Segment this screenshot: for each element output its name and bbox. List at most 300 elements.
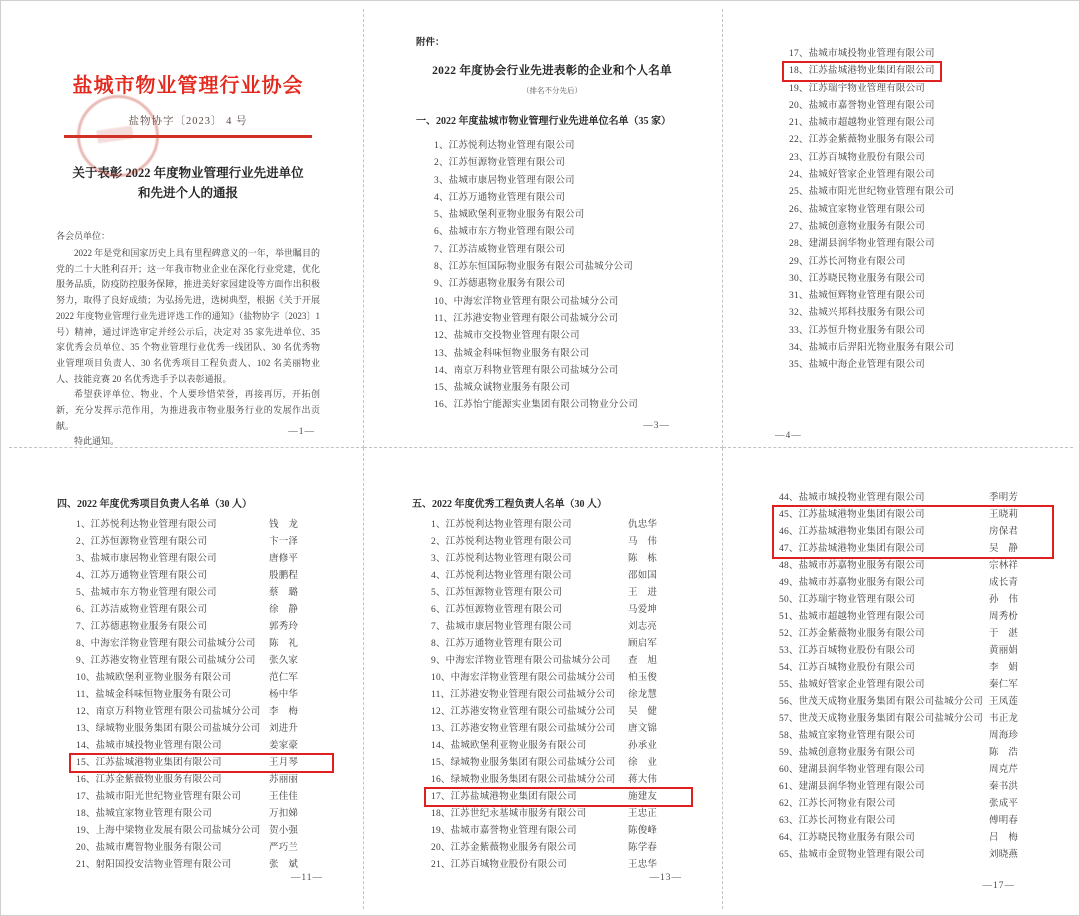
list-item [434, 397, 688, 414]
person-name: 王凤莲 [989, 697, 1019, 707]
company-name: 世茂天成物业服务集团有限公司盐城分公司 [798, 714, 983, 724]
list-item [431, 653, 686, 670]
item-number: 59、 [779, 748, 799, 758]
list-item [431, 534, 686, 551]
person-name: 吕 梅 [989, 833, 1019, 843]
person-name: 贺小强 [269, 826, 299, 836]
list-item [431, 755, 686, 772]
company-name: 江苏长河物业有限公司 [798, 816, 896, 826]
list-item [431, 551, 686, 568]
list-item [779, 490, 1047, 507]
company-name: 江苏长河物业有限公司 [798, 799, 896, 809]
company-name: 江苏恒升物业服务有限公司 [808, 325, 926, 336]
person-name: 殷鹏程 [269, 571, 299, 581]
list-item [789, 323, 925, 340]
list-item [431, 738, 686, 755]
company-name: 江苏万通物业管理有限公司 [448, 192, 566, 203]
company-name: 世茂天成物业服务集团有限公司盐城分公司 [798, 697, 983, 707]
person-name: 于 湛 [989, 629, 1019, 639]
company-name: 盐城欧堡利亚物业服务有限公司 [448, 210, 585, 221]
list-item [431, 619, 686, 636]
list-item [779, 813, 1047, 830]
company-name: 江苏盐城港物业集团有限公司 [450, 792, 577, 802]
item-number: 17、 [789, 49, 809, 59]
company-name: 江苏盐城港物业集团有限公司 [798, 510, 925, 520]
item-number: 50、 [779, 595, 799, 605]
company-name: 江苏德惠物业服务有限公司 [90, 622, 208, 632]
item-number: 62、 [779, 799, 799, 809]
item-number: 52、 [779, 629, 799, 639]
list-item [789, 340, 954, 357]
item-number: 5、 [431, 588, 446, 598]
list-item [431, 568, 686, 585]
company-name: 江苏洁威物业管理有限公司 [90, 605, 208, 615]
list-item [779, 660, 1047, 677]
list-item [434, 224, 688, 241]
list-item [434, 259, 688, 276]
item-number: 25、 [789, 187, 809, 198]
notice-paragraph-3: 特此通知。 [74, 436, 120, 447]
list-item [789, 357, 925, 374]
person-name: 刘进升 [269, 724, 299, 734]
list-item [76, 721, 327, 738]
person-name: 秦仁军 [989, 680, 1019, 690]
item-number: 15、 [431, 758, 451, 768]
company-name: 江苏洁威物业管理有限公司 [448, 244, 566, 255]
list-item [779, 847, 1047, 864]
item-number: 5、 [434, 210, 449, 221]
list-item [76, 755, 327, 772]
person-name: 周克芹 [989, 765, 1019, 775]
company-name: 绿城物业服务集团有限公司盐城分公司 [95, 724, 261, 734]
red-rule [64, 135, 312, 138]
list-item [76, 585, 327, 602]
section-heading-project-managers: 四、2022 年度优秀项目负责人名单（30 人） [57, 499, 252, 510]
person-name: 季明芳 [989, 493, 1019, 503]
company-name: 盐城市后羿阳光物业服务有限公司 [808, 343, 955, 354]
section-heading-advanced-units: 一、2022 年度盐城市物业管理行业先进单位名单（35 家） [416, 116, 671, 127]
company-name: 盐城宜家物业管理有限公司 [798, 731, 916, 741]
item-number: 11、 [76, 690, 96, 700]
company-name: 南京万科物业管理有限公司盐城分公司 [95, 707, 261, 717]
company-name: 江苏港安物业管理有限公司盐城分公司 [450, 690, 616, 700]
page-persons-44-65 [723, 448, 1073, 909]
company-name: 盐城兴邦科技服务有限公司 [808, 308, 926, 319]
list-item [779, 592, 1047, 609]
company-name: 江苏悦利达物业管理有限公司 [445, 537, 572, 547]
company-name: 盐城市超越物业管理有限公司 [808, 118, 935, 129]
item-number: 35、 [789, 360, 809, 371]
person-name: 王忠华 [628, 860, 658, 870]
attachment-label: 附件： [416, 38, 445, 48]
document-number: 盐物协字〔2023〕 4 号 [128, 116, 248, 127]
person-name: 郭秀玲 [269, 622, 299, 632]
item-number: 1、 [76, 520, 91, 530]
list-item [789, 132, 935, 149]
item-number: 11、 [434, 313, 454, 324]
list-item [434, 138, 688, 155]
company-name: 江苏盐城港物业集团有限公司 [798, 527, 925, 537]
company-name: 江苏悦利达物业管理有限公司 [445, 554, 572, 564]
person-name: 李 娟 [989, 663, 1019, 673]
list-item [431, 806, 686, 823]
notice-paragraph-2: 希望获评单位、物业、个人要珍惜荣誉，再接再厉，开拓创新，充分发挥示范作用，为推进我市物业服务行业的发展作出贡献。 [56, 389, 320, 431]
list-item [76, 840, 327, 857]
company-name: 江苏德惠物业服务有限公司 [448, 279, 566, 290]
company-name: 江苏万通物业管理有限公司 [90, 571, 208, 581]
list-item [434, 155, 688, 172]
list-item [76, 636, 327, 653]
company-name: 江苏百城物业股份有限公司 [798, 646, 916, 656]
company-name: 中海宏洋物业管理有限公司盐城分公司 [90, 639, 256, 649]
company-name: 江苏恒源物业管理有限公司 [445, 605, 563, 615]
salutation: 各会员单位： [56, 231, 111, 241]
person-name: 范仁军 [269, 673, 299, 683]
company-name: 江苏百城物业股份有限公司 [808, 152, 926, 163]
list-item [789, 202, 925, 219]
item-number: 2、 [431, 537, 446, 547]
item-number: 34、 [789, 343, 809, 354]
list-item [76, 653, 327, 670]
person-name: 成长青 [989, 578, 1019, 588]
company-name: 盐城好管家企业管理有限公司 [808, 170, 935, 181]
person-name: 王晓莉 [989, 510, 1019, 520]
item-number: 10、 [431, 673, 451, 683]
item-number: 14、 [434, 365, 454, 376]
company-name: 江苏晓民物业服务有限公司 [798, 833, 916, 843]
list-item [76, 704, 327, 721]
person-name: 严巧兰 [269, 843, 299, 853]
company-name: 盐城市金贸物业管理有限公司 [798, 850, 925, 860]
item-number: 55、 [779, 680, 799, 690]
list-item [779, 711, 1047, 728]
company-name: 盐城市东方物业管理有限公司 [448, 227, 575, 238]
person-name: 柏玉俊 [628, 673, 658, 683]
item-number: 18、 [431, 809, 451, 819]
list-item [431, 772, 686, 789]
item-number: 11、 [431, 690, 451, 700]
person-name: 马爱坤 [628, 605, 658, 615]
company-name: 江苏东恒国际物业服务有限公司盐城分公司 [448, 262, 633, 273]
list-item [789, 219, 925, 236]
highlight-box [779, 507, 1047, 558]
notice-title-line1: 关于表彰 2022 年度物业管理行业先进单位 [72, 166, 304, 180]
company-name: 盐城市城投物业管理有限公司 [95, 741, 222, 751]
person-name: 陈 浩 [989, 748, 1019, 758]
person-name: 唐修平 [269, 554, 299, 564]
person-name: 陈俊峰 [628, 826, 658, 836]
list-item [431, 670, 686, 687]
item-number: 54、 [779, 663, 799, 673]
company-name: 盐城众诚物业服务有限公司 [453, 383, 571, 394]
person-name: 姜家豪 [269, 741, 299, 751]
list-item [76, 857, 327, 874]
list-item [779, 830, 1047, 847]
list-item [789, 305, 925, 322]
list-item [431, 585, 686, 602]
unit-list-17-35 [789, 46, 1055, 375]
attachment-title: 2022 年度协会行业先进表彰的企业和个人名单 [432, 65, 672, 77]
list-item [431, 789, 686, 806]
list-item [76, 772, 327, 789]
list-item [76, 517, 327, 534]
item-number: 5、 [76, 588, 91, 598]
person-name: 张久家 [269, 656, 299, 666]
company-name: 江苏瑞宇物业管理有限公司 [808, 83, 926, 94]
company-name: 江苏盐城港物业集团有限公司 [808, 66, 935, 77]
item-number: 61、 [779, 782, 799, 792]
item-number: 3、 [434, 175, 449, 186]
list-item [76, 602, 327, 619]
list-item [779, 779, 1047, 796]
person-name: 房保君 [989, 527, 1019, 537]
list-item [779, 507, 1047, 524]
company-name: 江苏港安物业管理有限公司盐城分公司 [450, 707, 616, 717]
item-number: 17、 [76, 792, 96, 802]
person-name: 蒋大伟 [628, 775, 658, 785]
notice-title [56, 163, 320, 203]
person-name: 施建友 [628, 792, 658, 802]
item-number: 63、 [779, 816, 799, 826]
highlight-box [431, 789, 686, 806]
item-number: 44、 [779, 493, 799, 503]
item-number: 3、 [76, 554, 91, 564]
item-number: 9、 [431, 656, 446, 666]
item-number: 21、 [76, 860, 96, 870]
item-number: 6、 [76, 605, 91, 615]
page-grid [9, 9, 1073, 909]
item-number: 2、 [76, 537, 91, 547]
item-number: 16、 [431, 775, 451, 785]
company-name: 盐城市城投物业管理有限公司 [808, 49, 935, 59]
item-number: 6、 [434, 227, 449, 238]
company-name: 绿城物业服务集团有限公司盐城分公司 [450, 775, 616, 785]
person-name: 蔡 璐 [269, 588, 299, 598]
list-item [789, 150, 925, 167]
item-number: 49、 [779, 578, 799, 588]
company-name: 盐城市康居物业管理有限公司 [90, 554, 217, 564]
list-item [789, 46, 935, 63]
item-number: 18、 [789, 66, 809, 77]
list-item [779, 643, 1047, 660]
unit-list-1-16 [416, 138, 688, 415]
item-number: 7、 [431, 622, 446, 632]
project-manager-list [57, 517, 327, 874]
company-name: 建湖县润华物业管理有限公司 [798, 782, 925, 792]
list-item [431, 636, 686, 653]
person-name: 秦书洪 [989, 782, 1019, 792]
person-name: 黄丽娟 [989, 646, 1019, 656]
company-name: 南京万科物业管理有限公司盐城分公司 [453, 365, 619, 376]
page-number: —11— [290, 873, 323, 883]
item-number: 4、 [76, 571, 91, 581]
item-number: 3、 [431, 554, 446, 564]
person-name: 唐文锦 [628, 724, 658, 734]
list-item [789, 271, 925, 288]
list-item [789, 254, 906, 271]
person-name: 孙承业 [628, 741, 658, 751]
list-item [431, 721, 686, 738]
item-number: 14、 [76, 741, 96, 751]
item-number: 10、 [76, 673, 96, 683]
list-item [76, 738, 327, 755]
list-item [789, 184, 954, 201]
item-number: 20、 [789, 100, 809, 111]
attachment-subtitle: （排名不分先后） [522, 86, 582, 95]
item-number: 19、 [76, 826, 96, 836]
company-name: 盐城市超越物业管理有限公司 [798, 612, 925, 622]
person-name: 陈 栋 [628, 554, 658, 564]
company-name: 盐城市阳光世纪物业管理有限公司 [95, 792, 242, 802]
list-item [434, 328, 688, 345]
company-name: 盐城市康居物业管理有限公司 [445, 622, 572, 632]
person-name: 马 伟 [628, 537, 658, 547]
item-number: 60、 [779, 765, 799, 775]
company-name: 盐城市苏嘉物业服务有限公司 [798, 561, 925, 571]
person-name: 张 斌 [269, 860, 299, 870]
item-number: 64、 [779, 833, 799, 843]
list-item [76, 806, 327, 823]
item-number: 1、 [431, 520, 446, 530]
company-name: 盐城市嘉誉物业管理有限公司 [808, 100, 935, 111]
list-item [434, 363, 688, 380]
list-item [76, 670, 327, 687]
item-number: 48、 [779, 561, 799, 571]
item-number: 18、 [76, 809, 96, 819]
person-name: 王忠正 [628, 809, 658, 819]
person-name: 韦正龙 [989, 714, 1019, 724]
company-name: 江苏世纪永基城市服务有限公司 [450, 809, 587, 819]
item-number: 27、 [789, 221, 809, 232]
list-item [779, 626, 1047, 643]
company-name: 江苏恒源物业管理有限公司 [90, 537, 208, 547]
company-name: 江苏恒源物业管理有限公司 [448, 158, 566, 169]
company-name: 中海宏洋物业管理有限公司盐城分公司 [450, 673, 616, 683]
list-item [431, 823, 686, 840]
item-number: 16、 [76, 775, 96, 785]
list-item [789, 81, 925, 98]
person-name: 陈 礼 [269, 639, 299, 649]
company-name: 盐城欧堡利亚物业服务有限公司 [95, 673, 232, 683]
item-number: 9、 [76, 656, 91, 666]
company-name: 江苏恒源物业管理有限公司 [445, 588, 563, 598]
company-name: 江苏晓民物业服务有限公司 [808, 273, 926, 284]
list-item [779, 524, 1047, 541]
list-item [434, 294, 688, 311]
item-number: 7、 [434, 244, 449, 255]
list-item [76, 551, 327, 568]
item-number: 2、 [434, 158, 449, 169]
item-number: 58、 [779, 731, 799, 741]
company-name: 射阳国投安洁物业管理有限公司 [95, 860, 232, 870]
company-name: 江苏港安物业管理有限公司盐城分公司 [90, 656, 256, 666]
list-item [779, 677, 1047, 694]
list-item [779, 558, 1047, 575]
item-number: 16、 [434, 400, 454, 411]
item-number: 17、 [431, 792, 451, 802]
company-name: 盐城创意物业服务有限公司 [798, 748, 916, 758]
company-name: 盐城金科味恒物业服务有限公司 [95, 690, 232, 700]
item-number: 26、 [789, 204, 809, 215]
person-name: 苏丽丽 [269, 775, 299, 785]
person-name: 钱 龙 [269, 520, 299, 530]
company-name: 盐城市苏嘉物业服务有限公司 [798, 578, 925, 588]
person-name: 徐 业 [628, 758, 658, 768]
person-name: 王佳佳 [269, 792, 299, 802]
company-name: 江苏瑞宇物业管理有限公司 [798, 595, 916, 605]
list-item [779, 541, 1047, 558]
item-number: 65、 [779, 850, 799, 860]
person-name: 刘晓燕 [989, 850, 1019, 860]
person-name: 仇忠华 [628, 520, 658, 530]
list-item [76, 687, 327, 704]
item-number: 51、 [779, 612, 799, 622]
item-number: 7、 [76, 622, 91, 632]
item-number: 8、 [76, 639, 91, 649]
item-number: 15、 [76, 758, 96, 768]
item-number: 13、 [76, 724, 96, 734]
list-item [434, 207, 688, 224]
list-item [779, 609, 1047, 626]
company-name: 江苏悦利达物业管理有限公司 [448, 141, 575, 151]
list-item [431, 704, 686, 721]
company-name: 江苏万通物业管理有限公司 [445, 639, 563, 649]
page-number: —3— [643, 421, 670, 431]
company-name: 盐城市鹰智物业服务有限公司 [95, 843, 222, 853]
person-name: 张成平 [989, 799, 1019, 809]
person-name: 吴 健 [628, 707, 658, 717]
company-name: 盐城市交投物业管理有限公司 [453, 331, 580, 342]
item-number: 12、 [76, 707, 96, 717]
company-name: 江苏金紫薇物业服务有限公司 [450, 843, 577, 853]
item-number: 1、 [434, 141, 449, 151]
association-title: 盐城市物业管理行业协会 [72, 75, 304, 97]
company-name: 盐城金科味恒物业服务有限公司 [453, 348, 590, 359]
list-item [76, 789, 327, 806]
company-name: 江苏长河物业有限公司 [808, 256, 906, 267]
company-name: 盐城中海企业管理有限公司 [808, 360, 926, 371]
engineering-manager-list [412, 517, 686, 874]
company-name: 盐城宜家物业管理有限公司 [808, 204, 926, 215]
page-number: —4— [775, 431, 802, 441]
company-name: 江苏金紫薇物业服务有限公司 [95, 775, 222, 785]
list-item [789, 167, 935, 184]
notice-title-line2: 和先进个人的通报 [137, 186, 238, 200]
list-item [76, 823, 327, 840]
company-name: 江苏港安物业管理有限公司盐城分公司 [450, 724, 616, 734]
company-name: 江苏金紫薇物业服务有限公司 [798, 629, 925, 639]
person-name: 杨中华 [269, 690, 299, 700]
page-units-17-35 [723, 9, 1073, 448]
person-name: 王月琴 [269, 758, 299, 768]
person-name: 徐 静 [269, 605, 299, 615]
item-number: 24、 [789, 170, 809, 181]
person-name: 周海珍 [989, 731, 1019, 741]
list-item [434, 311, 688, 328]
list-item [789, 288, 925, 305]
item-number: 46、 [779, 527, 799, 537]
page-project-managers [9, 448, 364, 909]
company-name: 建湖县润华物业管理有限公司 [798, 765, 925, 775]
highlight-box [76, 755, 327, 772]
item-number: 19、 [431, 826, 451, 836]
item-number: 47、 [779, 544, 799, 554]
item-number: 28、 [789, 239, 809, 250]
item-number: 30、 [789, 273, 809, 284]
item-number: 15、 [434, 383, 454, 394]
person-name: 刘志亮 [628, 622, 658, 632]
company-name: 江苏百城物业股份有限公司 [450, 860, 568, 870]
